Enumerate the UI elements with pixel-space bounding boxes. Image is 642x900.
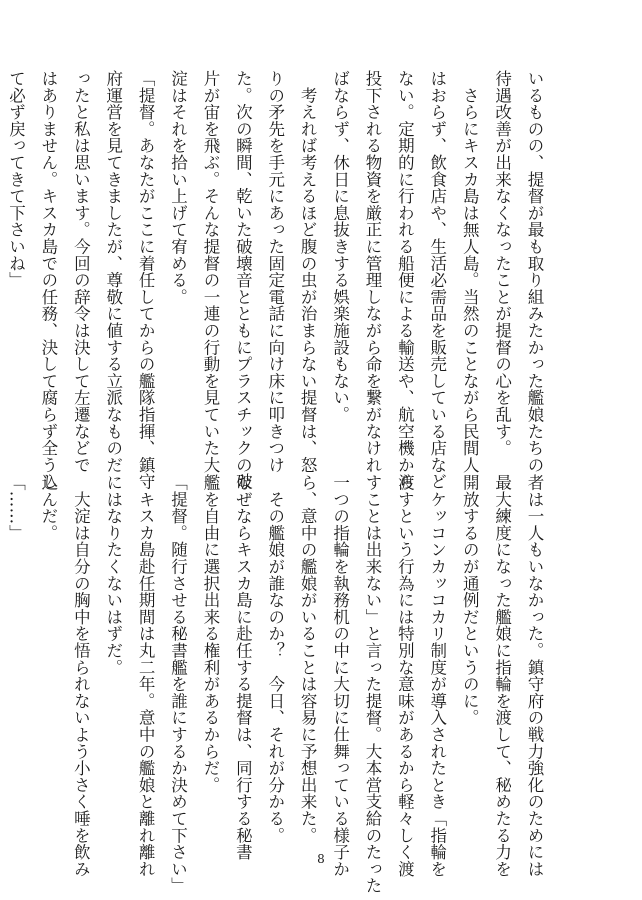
text-line: 艦を自由に選択出来る権利があるからだ。	[200, 474, 220, 794]
text-line: 一つの指輪を執務机の中に大切に仕舞っている様子か	[330, 474, 350, 878]
text-line: キスカ島赴任期間は丸二年。意中の艦娘と離れ離れ	[136, 474, 156, 878]
text-line: 府運営を見てきましたが、尊敬に値する立派なものだ	[103, 70, 123, 474]
text-line: にはなりたくないはずだ。	[103, 474, 123, 676]
text-line: 「提督。あなたがここに着任してからの艦隊指揮、鎮守	[136, 70, 156, 490]
text-line: 待遇改善が出来なくなったことが提督の心を乱す。	[492, 70, 512, 457]
text-line: はおらず、飲食店や、生活必需品を販売している店など	[427, 70, 447, 490]
text-line: 者は一人もいなかった。鎮守府の戦力強化のためには	[525, 474, 544, 878]
text-line: 投下される物資を厳正に管理しながら命を繋がなけれ	[362, 70, 382, 474]
text-line: 考えれば考えるほど腹の虫が治まらない提督は、怒	[298, 70, 318, 474]
text-line: はありません。キスカ島での任務、決して腐らず全うし	[38, 70, 58, 490]
text-line: 最大練度になった艦娘に指輪を渡して、秘めたる力を	[492, 474, 512, 878]
text-line: 開放するのが通例だというのに。	[460, 474, 480, 726]
page-number: 8	[317, 852, 325, 866]
text-block-bottom	[6, 474, 550, 894]
text-line: さらにキスカ島は無人島。当然のことながら民間人	[460, 70, 480, 474]
text-line: 「……」	[6, 474, 26, 542]
text-line: ケッコンカッコカリ制度が導入されたとき「指輪を	[427, 474, 447, 878]
text-line: 片が宙を飛ぶ。そんな提督の一連の行動を見ていた大	[200, 70, 220, 474]
text-line: て必ず戻ってきて下さいね」	[6, 70, 26, 289]
text-line: その艦娘が誰なのか？ 今日、それが分かる。	[265, 474, 285, 844]
text-line: 大淀は自分の胸中を悟られないよう小さく唾を飲み	[71, 474, 91, 878]
text-line: なぜならキスカ島に赴任する提督は、同行する秘書	[233, 474, 253, 861]
text-line: りの矛先を手元にあった固定電話に向け床に叩きつけ	[265, 70, 285, 474]
text-line: 淀はそれを拾い上げて宥める。	[168, 70, 188, 306]
text-block-top	[6, 70, 550, 490]
text-line: いるものの、提督が最も取り組みたかった艦娘たちの	[525, 70, 544, 474]
text-line: ない。定期的に行われる船便による輸送や、航空機から	[395, 70, 415, 490]
text-line: ったと私は思います。今回の辞令は決して左遷などで	[71, 70, 91, 474]
text-line: た。次の瞬間、乾いた破壊音とともにプラスチックの破	[233, 70, 253, 490]
text-line: 渡すという行為には特別な意味があるから軽々しく渡	[395, 474, 415, 878]
text-line: ばならず、休日に息抜きする娯楽施設もない。	[330, 70, 350, 423]
text-line: 込んだ。	[38, 474, 58, 542]
text-line: すことは出来ない」と言った提督。大本営支給のたった	[362, 474, 382, 894]
text-line: ら、意中の艦娘がいることは容易に予想出来た。	[298, 474, 318, 844]
text-line: 「提督。随行させる秘書艦を誰にするか決めて下さい」	[168, 474, 188, 894]
